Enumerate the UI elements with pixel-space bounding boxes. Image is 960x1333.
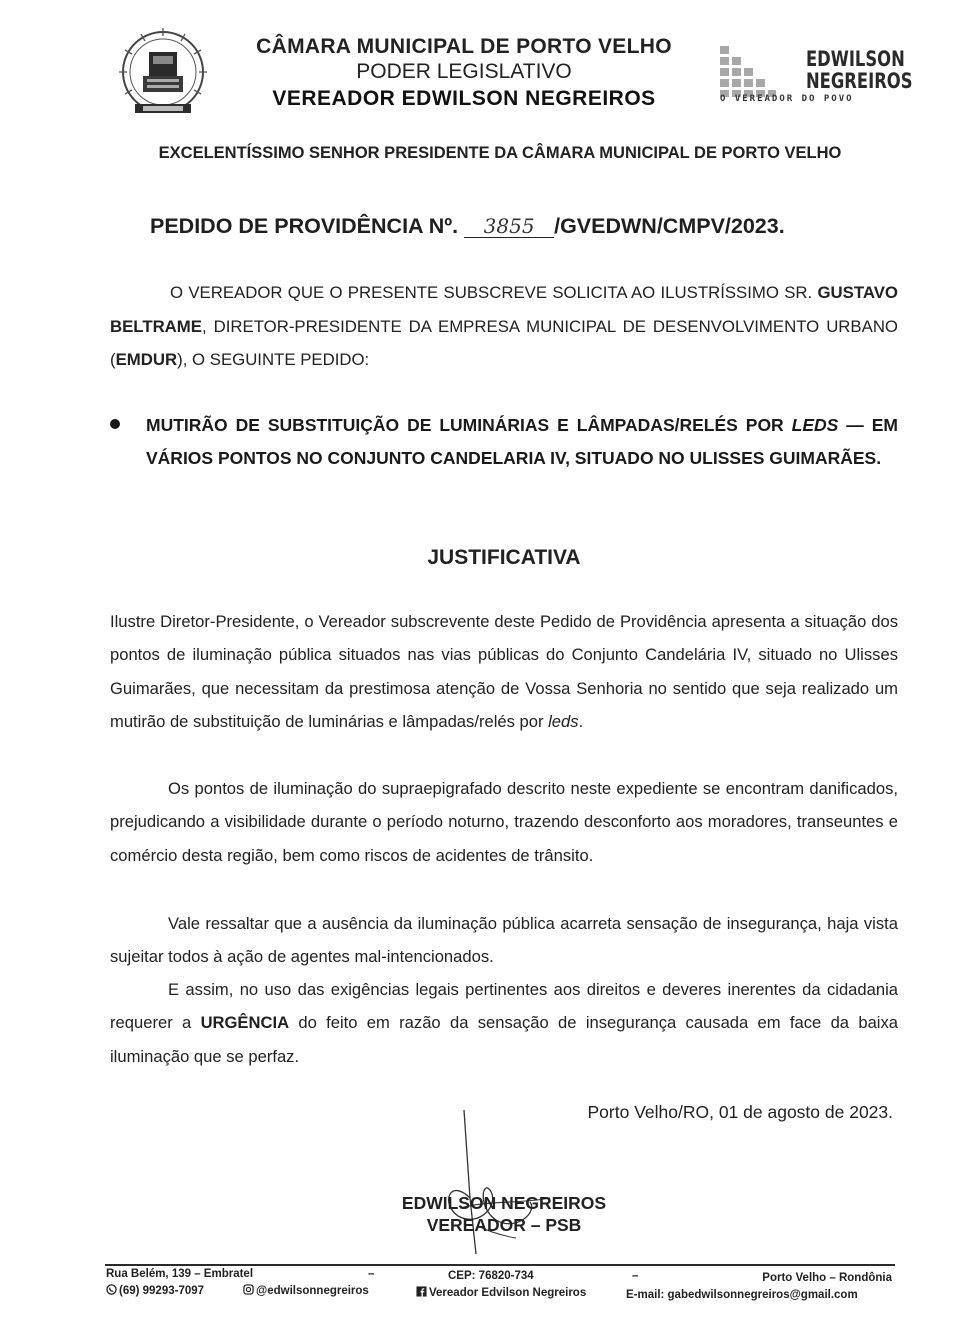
request-suffix: /GVEDWN/CMPV/2023. (554, 214, 785, 238)
logo-name-line2: NEGREIROS (805, 69, 913, 93)
footer-facebook-name: Vereador Edvilson Negreiros (429, 1287, 587, 1299)
request-prefix: PEDIDO DE PROVIDÊNCIA Nº. (150, 214, 459, 238)
facebook-icon (416, 1286, 427, 1297)
bullet-icon (110, 419, 120, 429)
request-item-text-a: MUTIRÃO DE SUBSTITUIÇÃO DE LUMINÁRIAS E LÂMPADAS/RELÉS POR (146, 415, 792, 435)
p4-text: E assim, no uso das exigências legais pertinentes aos direitos e deveres inerentes da cidadania requerer a (110, 980, 898, 1033)
signature-block (384, 1192, 624, 1236)
intro-text-3: ), O SEGUINTE PEDIDO: (177, 350, 370, 369)
request-title (150, 214, 870, 239)
footer-email[interactable]: E-mail: gabedwilsonnegreiros@gmail.com (626, 1289, 858, 1301)
footer-facebook[interactable] (416, 1286, 586, 1299)
branch-name: PODER LEGISLATIVO (356, 60, 572, 83)
councilor-name: VEREADOR EDWILSON NEGREIROS (272, 87, 656, 110)
instagram-icon (243, 1284, 254, 1295)
footer-instagram-handle: @edwilsonnegreiros (256, 1285, 369, 1297)
addressee-line: EXCELENTÍSSIMO SENHOR PRESIDENTE DA CÂMARA MUNICIPAL DE PORTO VELHO (158, 144, 842, 162)
whatsapp-icon (106, 1284, 117, 1295)
footer-address: Rua Belém, 139 – Embratel (106, 1268, 254, 1280)
footer-divider (105, 1264, 895, 1266)
intro-agency: EMDUR (115, 350, 178, 369)
footer-phone (106, 1284, 204, 1297)
intro-recipient: GUSTAVO BELTRAME (110, 283, 898, 336)
p1-end: . (578, 711, 584, 731)
footer-cep: CEP: 76820-734 (448, 1270, 534, 1282)
justification-heading: JUSTIFICATIVA (427, 546, 581, 569)
request-item-italic: LEDS (791, 415, 839, 435)
letterhead (226, 34, 702, 113)
request-item-text-b: — EM VÁRIOS PONTOS NO CONJUNTO CANDELARIA IV, SITUADO NO ULISSES GUIMARÃES. (146, 415, 898, 468)
footer-city: Porto Velho – Rondônia (762, 1272, 892, 1284)
justification-paragraph-2: Os pontos de iluminação do supraepigrafado descrito neste expediente se encontram danificados, prejudicando a visibilidade durante o período noturno, trazendo desconforto aos moradores, transeuntes e comércio desta região, bem como riscos de acidentes de trânsito. (110, 779, 898, 865)
p4-urgency: URGÊNCIA (200, 1013, 290, 1033)
footer-separator-2: – (632, 1270, 639, 1282)
councilor-logo (720, 44, 913, 110)
logo-bars-icon (720, 46, 776, 98)
footer-instagram[interactable] (243, 1284, 369, 1297)
chamber-name: CÂMARA MUNICIPAL DE PORTO VELHO (256, 35, 672, 58)
request-number: 3855 (464, 215, 554, 238)
signatory-name: EDWILSON NEGREIROS (401, 1193, 607, 1213)
intro-text-1: O VEREADOR QUE O PRESENTE SUBSCREVE SOLICITA AO ILUSTRÍSSIMO SR. (170, 283, 818, 302)
signatory-role: VEREADOR – PSB (426, 1215, 582, 1235)
intro-text-2: , DIRETOR-PRESIDENTE DA EMPRESA MUNICIPAL DE DESENVOLVIMENTO URBANO ( (110, 316, 898, 369)
intro-paragraph (110, 276, 898, 377)
municipal-seal-icon (113, 26, 213, 122)
logo-wordmark (805, 47, 913, 93)
request-item-text (146, 409, 898, 475)
justification-paragraph-3: Vale ressaltar que a ausência da iluminação pública acarreta sensação de insegurança, haja vista sujeitar todos à ação de agentes mal-intencionados. (110, 914, 898, 967)
logo-tagline: O VEREADOR DO POVO (720, 94, 854, 104)
date-line: Porto Velho/RO, 01 de agosto de 2023. (587, 1102, 893, 1122)
justification-paragraph-4 (110, 973, 898, 1073)
justification-paragraph-1 (110, 605, 898, 738)
p1-text: Ilustre Diretor-Presidente, o Vereador subscrevente deste Pedido de Providência apresenta a situação dos pontos de iluminação pública situados nas vias públicas do Conjunto Candelária IV, situado no Ulisses Guimarães, que necessitam da prestimosa atenção de Vossa Senhoria no sentido que seja realizado um mutirão de substituição de luminárias e lâmpadas/relés por (110, 612, 898, 731)
logo-name-line1: EDWILSON (805, 47, 905, 71)
footer-separator-1: – (368, 1268, 375, 1280)
p1-italic: leds (548, 711, 579, 731)
p4-end: do feito em razão da sensação de insegurança causada em face da baixa iluminação que se perfaz. (110, 1013, 899, 1066)
footer-phone-number: (69) 99293-7097 (119, 1285, 205, 1297)
